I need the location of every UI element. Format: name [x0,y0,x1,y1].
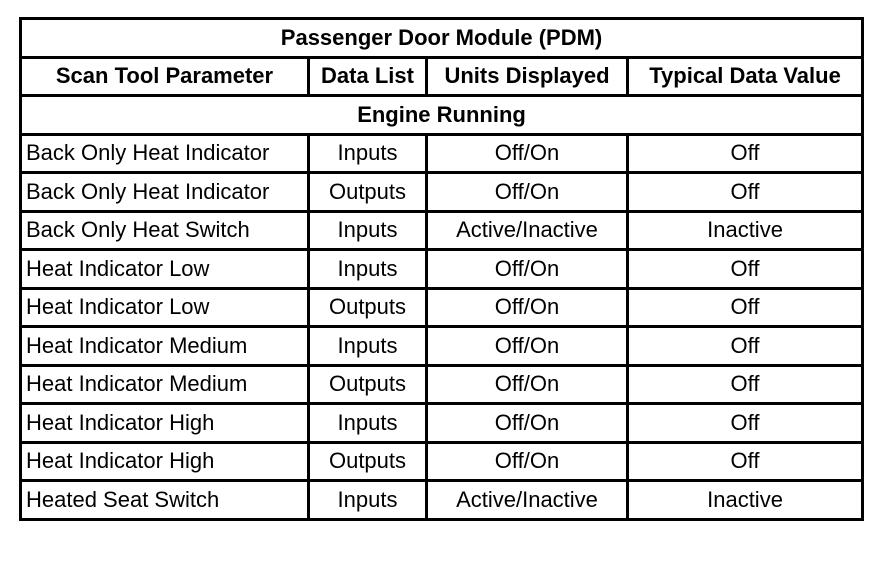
table-row [21,211,863,250]
cell-data-list: Inputs [309,250,427,289]
cell-units: Off/On [427,250,628,289]
cell-parameter: Heat Indicator Medium [21,365,309,404]
cell-data-list: Outputs [309,288,427,327]
pdm-data-table [19,17,864,521]
cell-typical-value: Off [628,134,863,173]
cell-units: Off/On [427,365,628,404]
cell-data-list: Outputs [309,442,427,481]
cell-data-list: Inputs [309,481,427,520]
cell-parameter: Back Only Heat Indicator [21,173,309,212]
cell-parameter: Heat Indicator High [21,442,309,481]
table-row [21,134,863,173]
cell-typical-value: Inactive [628,211,863,250]
table-row [21,327,863,366]
cell-data-list: Inputs [309,211,427,250]
cell-units: Active/Inactive [427,211,628,250]
cell-units: Off/On [427,442,628,481]
cell-typical-value: Off [628,327,863,366]
data-table-container [19,17,864,521]
section-heading: Engine Running [21,96,863,135]
cell-parameter: Heat Indicator Low [21,250,309,289]
header-units-displayed: Units Displayed [427,57,628,96]
cell-typical-value: Off [628,173,863,212]
cell-units: Off/On [427,173,628,212]
column-header-row [21,57,863,96]
cell-typical-value: Off [628,442,863,481]
cell-units: Off/On [427,404,628,443]
table-row [21,365,863,404]
cell-data-list: Inputs [309,327,427,366]
cell-typical-value: Off [628,250,863,289]
header-typical-data-value: Typical Data Value [628,57,863,96]
cell-units: Active/Inactive [427,481,628,520]
table-title: Passenger Door Module (PDM) [21,19,863,58]
cell-data-list: Inputs [309,404,427,443]
cell-units: Off/On [427,134,628,173]
cell-parameter: Heat Indicator Medium [21,327,309,366]
cell-parameter: Heat Indicator Low [21,288,309,327]
table-row [21,173,863,212]
cell-data-list: Inputs [309,134,427,173]
section-row [21,96,863,135]
table-title-row [21,19,863,58]
cell-parameter: Heated Seat Switch [21,481,309,520]
cell-typical-value: Off [628,404,863,443]
cell-parameter: Back Only Heat Switch [21,211,309,250]
cell-units: Off/On [427,327,628,366]
header-data-list: Data List [309,57,427,96]
cell-data-list: Outputs [309,365,427,404]
table-row [21,442,863,481]
cell-parameter: Heat Indicator High [21,404,309,443]
table-row [21,250,863,289]
table-row [21,404,863,443]
table-row [21,288,863,327]
cell-units: Off/On [427,288,628,327]
header-scan-tool-parameter: Scan Tool Parameter [21,57,309,96]
table-row [21,481,863,520]
cell-typical-value: Off [628,365,863,404]
cell-typical-value: Off [628,288,863,327]
cell-parameter: Back Only Heat Indicator [21,134,309,173]
cell-data-list: Outputs [309,173,427,212]
cell-typical-value: Inactive [628,481,863,520]
